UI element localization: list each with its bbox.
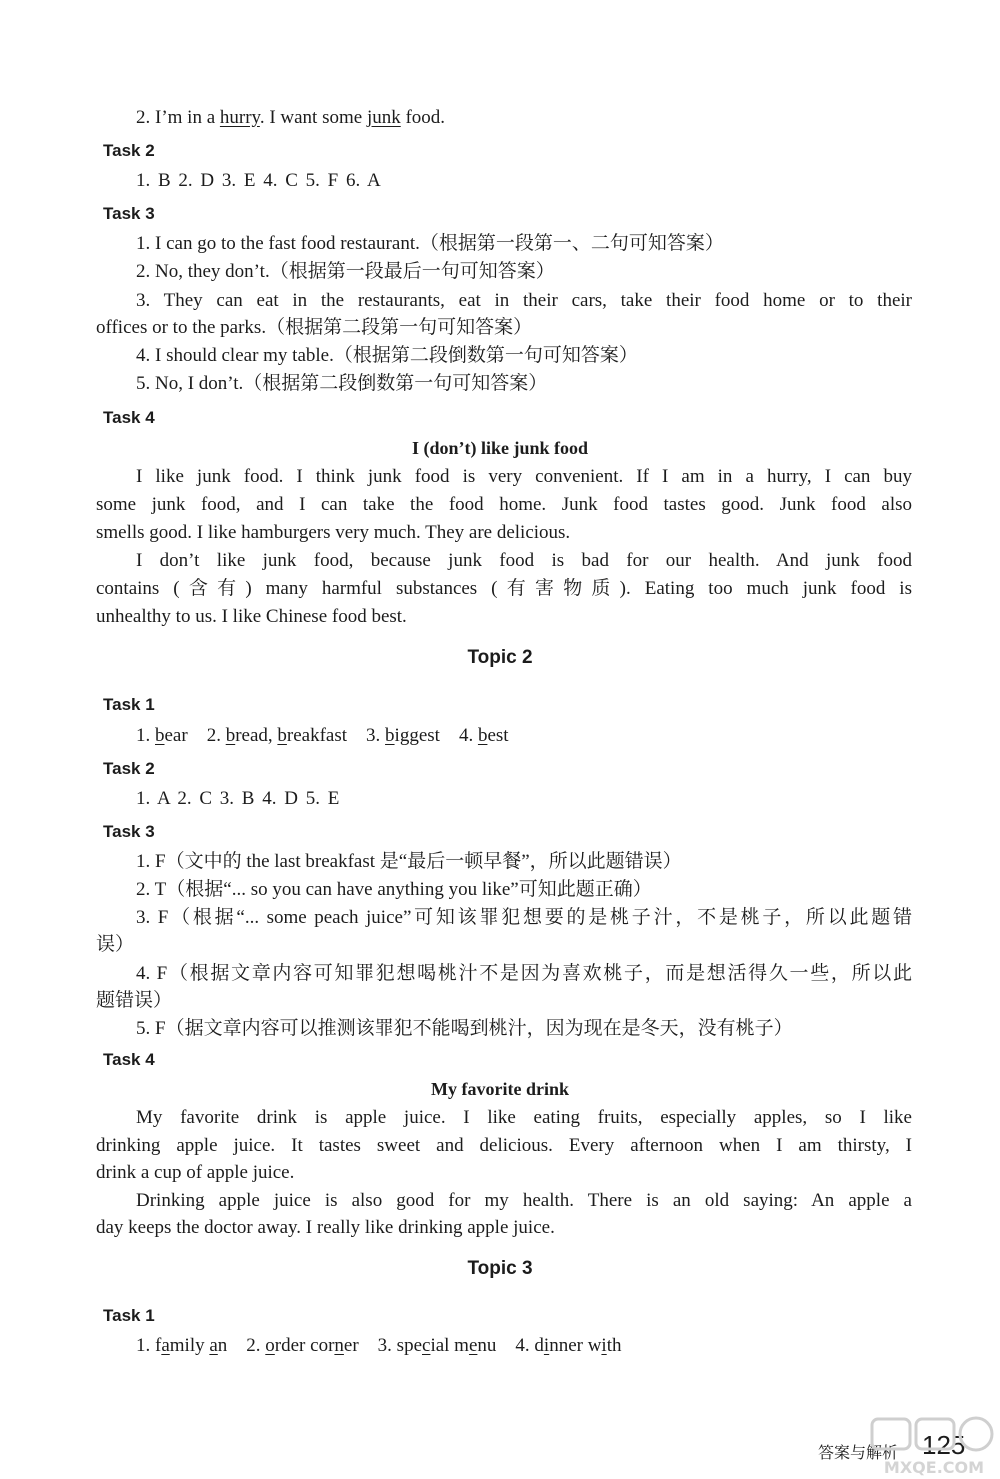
- topic-3-heading: Topic 3: [467, 1258, 533, 1279]
- task-3-line: 1. I can go to the fast food restaurant.（根据第一段第一、二句可知答案）: [136, 233, 724, 254]
- task-4-heading: Task 4: [103, 408, 155, 427]
- task-2-answers: 1. A 2. C 3. B 4. D 5. E: [136, 788, 340, 809]
- task-1-heading: Task 1: [103, 1306, 155, 1325]
- task-3-line: 4. I should clear my table.（根据第二段倒数第一句可知答案）: [136, 345, 638, 366]
- task-3-line: 3. F（根据“... some peach juice”可知该罪犯想要的是桃子汁，不是桃子，所以此题错: [136, 907, 912, 928]
- essay-title: My favorite drink: [431, 1079, 569, 1099]
- task-3-line: 5. F（据文章内容可以推测该罪犯不能喝到桃汁，因为现在是冬天，没有桃子）: [136, 1018, 793, 1039]
- essay-line: smells good. I like hamburgers very much. They are delicious.: [96, 522, 571, 543]
- task-1-answers: 1. bear 2. bread, breakfast 3. biggest 4. best: [136, 725, 509, 746]
- essay-line: unhealthy to us. I like Chinese food best.: [96, 606, 407, 627]
- essay-line: My favorite drink is apple juice. I like eating fruits, especially apples, so I like: [136, 1107, 912, 1128]
- watermark-logo: [868, 1415, 1000, 1479]
- task-1-heading: Task 1: [103, 695, 155, 714]
- task-3-line: offices or to the parks.（根据第二段第一句可知答案）: [96, 317, 533, 338]
- essay-line: I like junk food. I think junk food is very convenient. If I am in a hurry, I can buy: [136, 466, 912, 487]
- task-3-heading: Task 3: [103, 822, 155, 841]
- task-3-heading: Task 3: [103, 204, 155, 223]
- essay-line: contains (含有) many harmful substances (有害物质). Eating too much junk food is: [96, 578, 912, 599]
- essay-line: I don’t like junk food, because junk food is bad for our health. And junk food: [136, 550, 912, 571]
- task-3-line: 题错误）: [96, 990, 173, 1011]
- task-2-answers: 1. B 2. D 3. E 4. C 5. F 6. A: [136, 170, 381, 191]
- svg-text:MXQE.COM: MXQE.COM: [883, 1458, 985, 1477]
- essay-line: some junk food, and I can take the food home. Junk food tastes good. Junk food also: [96, 494, 912, 515]
- task-3-line: 5. No, I don’t.（根据第二段倒数第一句可知答案）: [136, 373, 548, 394]
- task-3-line: 误）: [96, 934, 135, 955]
- task-3-line: 1. F（文中的 the last breakfast 是“最后一顿早餐”，所以此题错误）: [136, 851, 682, 872]
- task-1-answers: 1. family an 2. order corner 3. special menu 4. dinner with: [136, 1335, 622, 1356]
- essay-line: Drinking apple juice is also good for my health. There is an old saying: An apple a: [136, 1190, 912, 1211]
- essay-line: drinking apple juice. It tastes sweet and delicious. Every afternoon when I am thirsty, I: [96, 1135, 912, 1156]
- essay-title: I (don’t) like junk food: [411, 438, 589, 458]
- task-4-heading: Task 4: [103, 1050, 155, 1069]
- page-number: 125: [922, 1430, 966, 1460]
- task-2-heading: Task 2: [103, 141, 155, 160]
- footer-section-label: 答案与解析: [818, 1443, 899, 1462]
- task-3-line: 2. T（根据“... so you can have anything you like”可知此题正确）: [136, 879, 652, 900]
- essay-line: drink a cup of apple juice.: [96, 1162, 295, 1183]
- task-3-line: 4. F（根据文章内容可知罪犯想喝桃汁不是因为喜欢桃子，而是想活得久一些，所以此: [136, 963, 912, 984]
- essay-line: day keeps the doctor away. I really like drinking apple juice.: [96, 1217, 555, 1238]
- task-3-line: 3. They can eat in the restaurants, eat in their cars, take their food home or to their: [136, 290, 912, 311]
- task-2-heading: Task 2: [103, 759, 155, 778]
- task1-answer-line-2: 2. I’m in a hurry. I want some junk food.: [136, 107, 446, 128]
- topic-2-heading: Topic 2: [467, 647, 533, 668]
- task-3-line: 2. No, they don’t.（根据第一段最后一句可知答案）: [136, 261, 555, 282]
